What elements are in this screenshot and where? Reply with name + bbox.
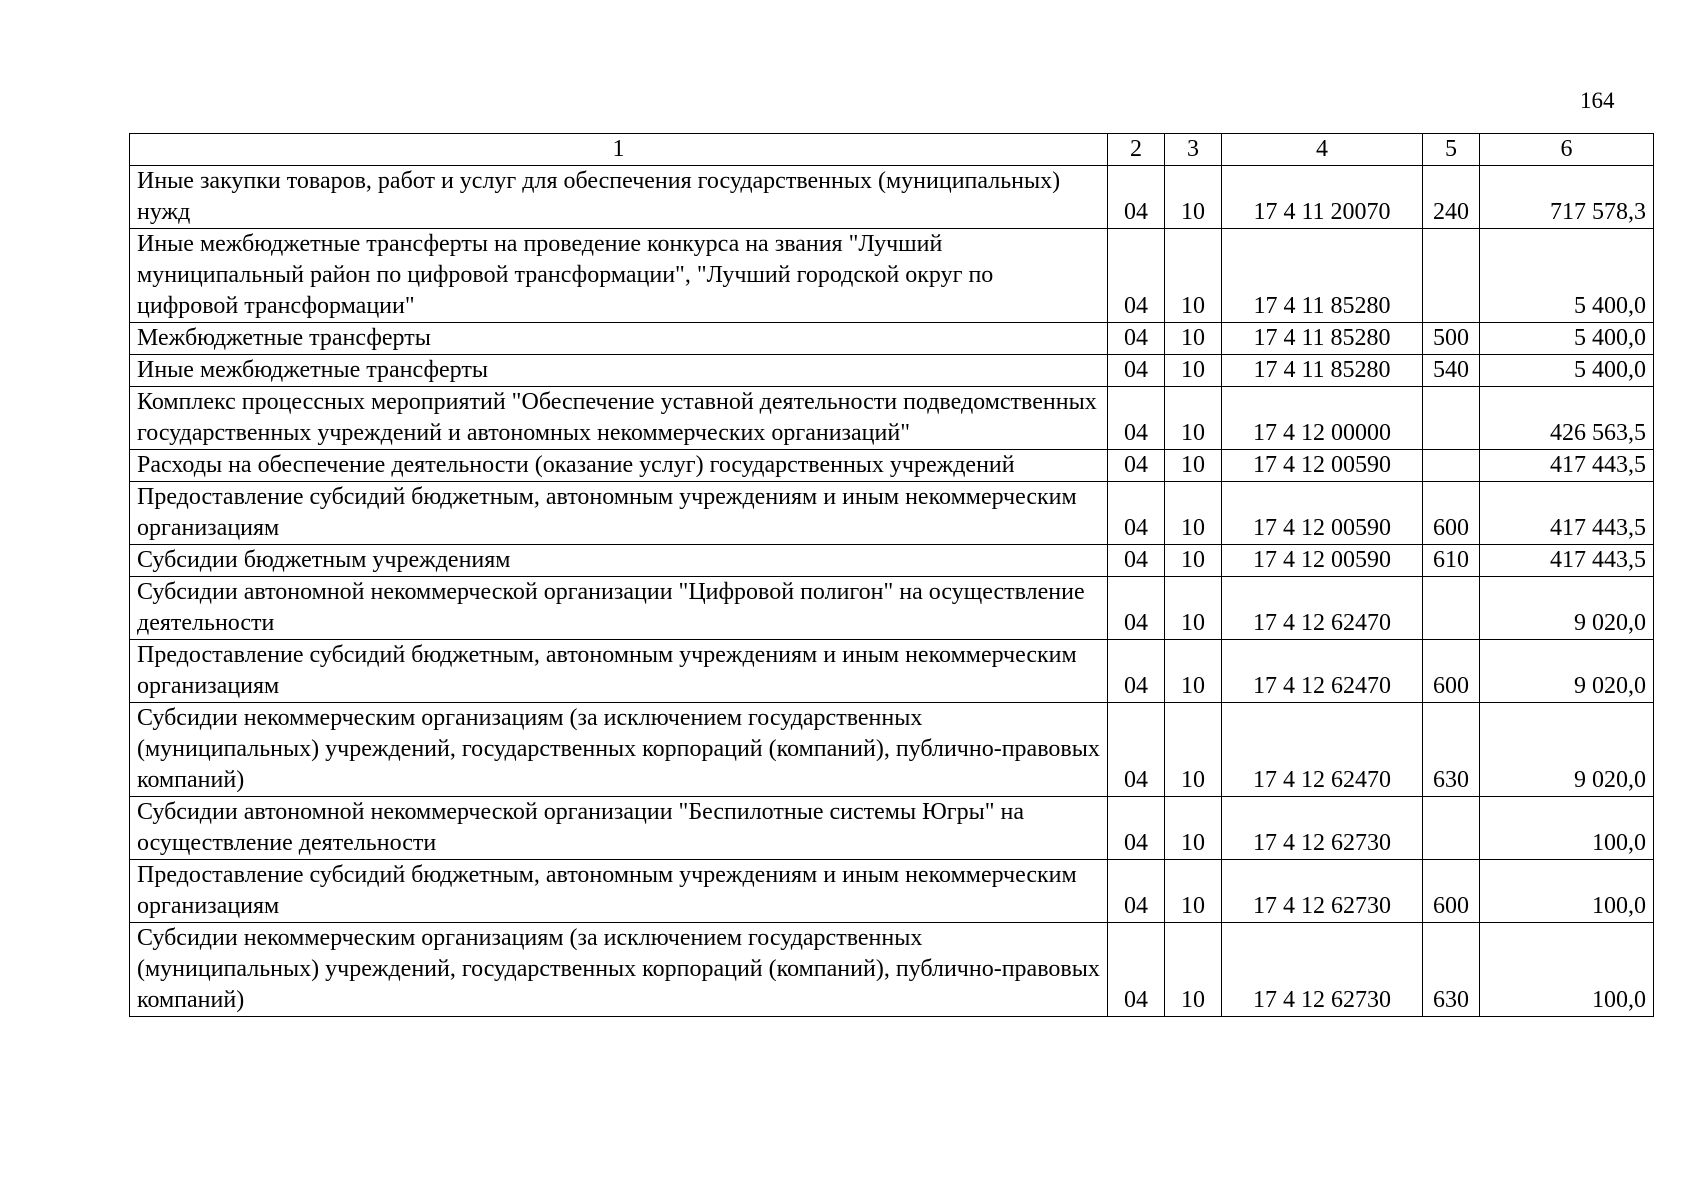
- table-row: [130, 323, 1654, 355]
- row-target-article-cell: 17 4 12 00590: [1222, 545, 1423, 577]
- header-col-6: 6: [1480, 134, 1654, 166]
- row-subsection-cell: 10: [1165, 355, 1222, 387]
- row-section-cell: 04: [1108, 482, 1165, 545]
- table-row: [130, 355, 1654, 387]
- row-expense-type-cell: 630: [1423, 703, 1480, 797]
- row-name-cell: Субсидии некоммерческим организациям (за исключением государственных (муниципальных) учреждений, государственных корпораций (компаний), публично-правовых компаний): [130, 703, 1108, 797]
- row-expense-type-cell: 540: [1423, 355, 1480, 387]
- row-target-article-cell: 17 4 12 62470: [1222, 640, 1423, 703]
- row-section-cell: 04: [1108, 640, 1165, 703]
- table-row: [130, 860, 1654, 923]
- table-row: [130, 482, 1654, 545]
- row-subsection-cell: 10: [1165, 545, 1222, 577]
- row-target-article-cell: 17 4 12 00590: [1222, 482, 1423, 545]
- row-amount-cell: 5 400,0: [1480, 229, 1654, 323]
- row-section-cell: 04: [1108, 355, 1165, 387]
- row-expense-type-cell: [1423, 229, 1480, 323]
- row-name-cell: Субсидии автономной некоммерческой организации "Беспилотные системы Югры" на осуществление деятельности: [130, 797, 1108, 860]
- row-expense-type-cell: [1423, 387, 1480, 450]
- row-section-cell: 04: [1108, 387, 1165, 450]
- row-amount-cell: 100,0: [1480, 923, 1654, 1017]
- row-name-cell: Субсидии бюджетным учреждениям: [130, 545, 1108, 577]
- row-amount-cell: 417 443,5: [1480, 545, 1654, 577]
- row-section-cell: 04: [1108, 545, 1165, 577]
- row-amount-cell: 417 443,5: [1480, 450, 1654, 482]
- row-name-cell: Предоставление субсидий бюджетным, автономным учреждениям и иным некоммерческим организациям: [130, 860, 1108, 923]
- row-name-cell: Субсидии некоммерческим организациям (за исключением государственных (муниципальных) учреждений, государственных корпораций (компаний), публично-правовых компаний): [130, 923, 1108, 1017]
- row-section-cell: 04: [1108, 577, 1165, 640]
- row-subsection-cell: 10: [1165, 387, 1222, 450]
- row-amount-cell: 5 400,0: [1480, 323, 1654, 355]
- table-row: [130, 640, 1654, 703]
- row-name-cell: Субсидии автономной некоммерческой организации "Цифровой полигон" на осуществление деятельности: [130, 577, 1108, 640]
- row-subsection-cell: 10: [1165, 703, 1222, 797]
- row-target-article-cell: 17 4 12 62730: [1222, 860, 1423, 923]
- header-col-1: 1: [130, 134, 1108, 166]
- table-row: [130, 703, 1654, 797]
- row-name-cell: Межбюджетные трансферты: [130, 323, 1108, 355]
- row-subsection-cell: 10: [1165, 860, 1222, 923]
- row-section-cell: 04: [1108, 166, 1165, 229]
- row-name-cell: Расходы на обеспечение деятельности (оказание услуг) государственных учреждений: [130, 450, 1108, 482]
- row-subsection-cell: 10: [1165, 640, 1222, 703]
- table-row: [130, 387, 1654, 450]
- row-expense-type-cell: 600: [1423, 640, 1480, 703]
- row-amount-cell: 417 443,5: [1480, 482, 1654, 545]
- row-amount-cell: 9 020,0: [1480, 640, 1654, 703]
- row-target-article-cell: 17 4 11 85280: [1222, 355, 1423, 387]
- table-header-row: [130, 134, 1654, 166]
- row-name-cell: Предоставление субсидий бюджетным, автономным учреждениям и иным некоммерческим организациям: [130, 640, 1108, 703]
- row-section-cell: 04: [1108, 323, 1165, 355]
- header-col-5: 5: [1423, 134, 1480, 166]
- row-subsection-cell: 10: [1165, 323, 1222, 355]
- row-target-article-cell: 17 4 12 62470: [1222, 703, 1423, 797]
- row-name-cell: Иные межбюджетные трансферты: [130, 355, 1108, 387]
- row-target-article-cell: 17 4 12 62730: [1222, 923, 1423, 1017]
- table-body: [130, 166, 1654, 1017]
- row-expense-type-cell: 610: [1423, 545, 1480, 577]
- row-subsection-cell: 10: [1165, 229, 1222, 323]
- row-name-cell: Иные межбюджетные трансферты на проведение конкурса на звания "Лучший муниципальный район по цифровой трансформации", "Лучший городской округ по цифровой трансформации": [130, 229, 1108, 323]
- budget-table: [129, 133, 1654, 1017]
- row-name-cell: Комплекс процессных мероприятий "Обеспечение уставной деятельности подведомственных государственных учреждений и автономных некоммерческих организаций": [130, 387, 1108, 450]
- row-section-cell: 04: [1108, 923, 1165, 1017]
- row-subsection-cell: 10: [1165, 923, 1222, 1017]
- row-expense-type-cell: [1423, 797, 1480, 860]
- table-row: [130, 450, 1654, 482]
- row-amount-cell: 9 020,0: [1480, 703, 1654, 797]
- row-target-article-cell: 17 4 12 62470: [1222, 577, 1423, 640]
- row-name-cell: Предоставление субсидий бюджетным, автономным учреждениям и иным некоммерческим организациям: [130, 482, 1108, 545]
- header-col-3: 3: [1165, 134, 1222, 166]
- header-col-4: 4: [1222, 134, 1423, 166]
- header-col-2: 2: [1108, 134, 1165, 166]
- table-row: [130, 577, 1654, 640]
- row-section-cell: 04: [1108, 860, 1165, 923]
- row-expense-type-cell: 500: [1423, 323, 1480, 355]
- row-subsection-cell: 10: [1165, 577, 1222, 640]
- row-amount-cell: 717 578,3: [1480, 166, 1654, 229]
- row-target-article-cell: 17 4 11 85280: [1222, 229, 1423, 323]
- row-subsection-cell: 10: [1165, 450, 1222, 482]
- row-section-cell: 04: [1108, 703, 1165, 797]
- row-section-cell: 04: [1108, 229, 1165, 323]
- row-subsection-cell: 10: [1165, 797, 1222, 860]
- table-row: [130, 229, 1654, 323]
- row-expense-type-cell: 600: [1423, 860, 1480, 923]
- row-target-article-cell: 17 4 12 00590: [1222, 450, 1423, 482]
- page-number: 164: [1580, 88, 1615, 113]
- row-section-cell: 04: [1108, 797, 1165, 860]
- row-target-article-cell: 17 4 11 85280: [1222, 323, 1423, 355]
- row-expense-type-cell: 600: [1423, 482, 1480, 545]
- row-target-article-cell: 17 4 11 20070: [1222, 166, 1423, 229]
- row-subsection-cell: 10: [1165, 482, 1222, 545]
- row-amount-cell: 100,0: [1480, 797, 1654, 860]
- row-expense-type-cell: [1423, 450, 1480, 482]
- row-name-cell: Иные закупки товаров, работ и услуг для обеспечения государственных (муниципальных) нужд: [130, 166, 1108, 229]
- row-target-article-cell: 17 4 12 62730: [1222, 797, 1423, 860]
- row-amount-cell: 426 563,5: [1480, 387, 1654, 450]
- table-row: [130, 923, 1654, 1017]
- row-amount-cell: 9 020,0: [1480, 577, 1654, 640]
- row-expense-type-cell: [1423, 577, 1480, 640]
- table-row: [130, 166, 1654, 229]
- row-subsection-cell: 10: [1165, 166, 1222, 229]
- row-amount-cell: 5 400,0: [1480, 355, 1654, 387]
- row-section-cell: 04: [1108, 450, 1165, 482]
- row-amount-cell: 100,0: [1480, 860, 1654, 923]
- row-target-article-cell: 17 4 12 00000: [1222, 387, 1423, 450]
- row-expense-type-cell: 240: [1423, 166, 1480, 229]
- table-row: [130, 545, 1654, 577]
- row-expense-type-cell: 630: [1423, 923, 1480, 1017]
- table-row: [130, 797, 1654, 860]
